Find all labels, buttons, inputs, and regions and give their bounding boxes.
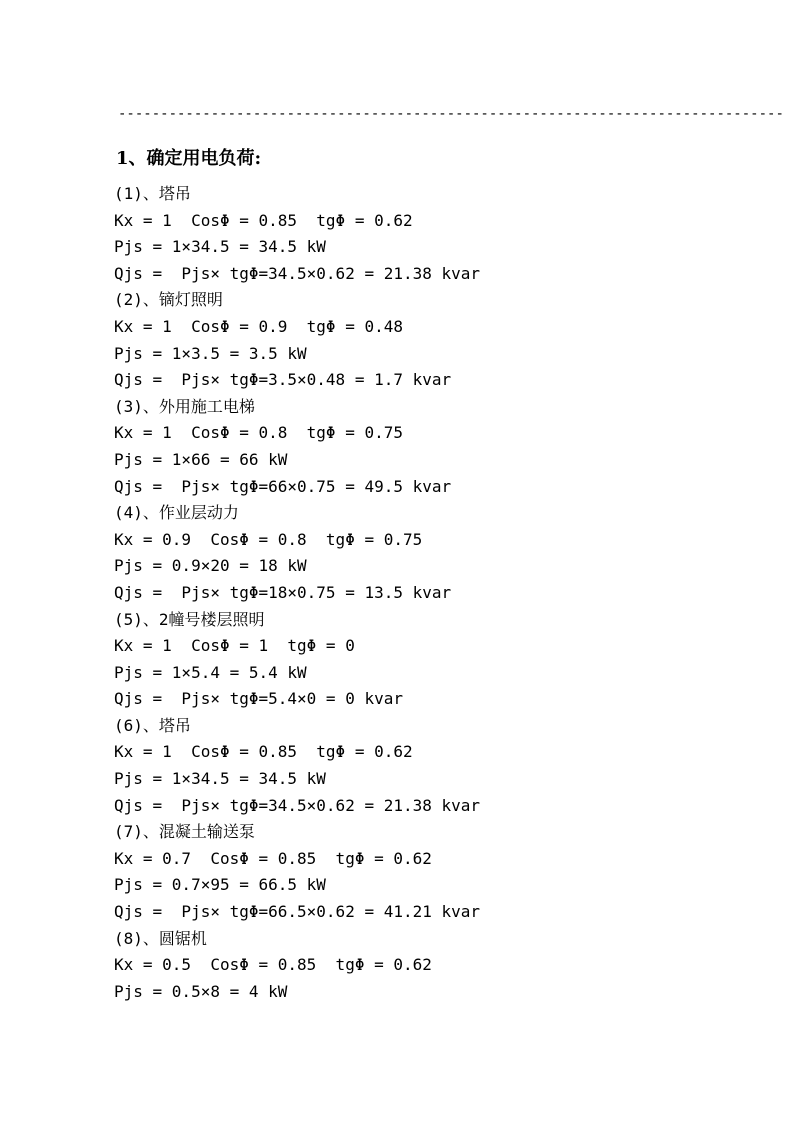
item-7-title: (7)、混凝土输送泵 [114, 822, 255, 842]
item-3-qjs-line: Qjs = Pjs× tgΦ=66×0.75 = 49.5 kvar [114, 476, 452, 496]
item-6-title: (6)、塔吊 [114, 715, 191, 735]
item-8-kx-line: Kx = 0.5 CosΦ = 0.85 tgΦ = 0.62 [114, 955, 432, 975]
item-1-kx-line: Kx = 1 CosΦ = 0.85 tgΦ = 0.62 [114, 210, 413, 230]
item-2-pjs-line: Pjs = 1×3.5 = 3.5 kW [114, 343, 307, 363]
item-7-qjs-line: Qjs = Pjs× tgΦ=66.5×0.62 = 41.21 kvar [114, 902, 481, 922]
item-3-kx-line: Kx = 1 CosΦ = 0.8 tgΦ = 0.75 [114, 423, 403, 443]
item-2-title: (2)、镝灯照明 [114, 290, 223, 310]
item-2-kx-line: Kx = 1 CosΦ = 0.9 tgΦ = 0.48 [114, 316, 403, 336]
item-4-qjs-line: Qjs = Pjs× tgΦ=18×0.75 = 13.5 kvar [114, 582, 452, 602]
section-heading: 1、确定用电负荷: [116, 148, 262, 169]
item-6-qjs-line: Qjs = Pjs× tgΦ=34.5×0.62 = 21.38 kvar [114, 795, 481, 815]
item-1-qjs-line: Qjs = Pjs× tgΦ=34.5×0.62 = 21.38 kvar [114, 263, 481, 283]
calculation-lines [114, 181, 774, 1005]
separator-line: ------------------------------------------------------------------------------- [118, 106, 784, 122]
item-5-title: (5)、2幢号楼层照明 [114, 609, 265, 629]
item-5-qjs-line: Qjs = Pjs× tgΦ=5.4×0 = 0 kvar [114, 689, 403, 709]
item-1-pjs-line: Pjs = 1×34.5 = 34.5 kW [114, 237, 326, 257]
item-1-title: (1)、塔吊 [114, 184, 191, 203]
item-3-pjs-line: Pjs = 1×66 = 66 kW [114, 449, 288, 469]
item-2-qjs-line: Qjs = Pjs× tgΦ=3.5×0.48 = 1.7 kvar [114, 370, 452, 390]
item-4-pjs-line: Pjs = 0.9×20 = 18 kW [114, 556, 307, 576]
item-8-pjs-line: Pjs = 0.5×8 = 4 kW [114, 981, 288, 1001]
item-7-kx-line: Kx = 0.7 CosΦ = 0.85 tgΦ = 0.62 [114, 848, 432, 868]
item-4-title: (4)、作业层动力 [114, 503, 239, 523]
item-5-kx-line: Kx = 1 CosΦ = 1 tgΦ = 0 [114, 636, 355, 656]
item-3-title: (3)、外用施工电梯 [114, 396, 255, 416]
item-5-pjs-line: Pjs = 1×5.4 = 5.4 kW [114, 662, 307, 682]
item-6-pjs-line: Pjs = 1×34.5 = 34.5 kW [114, 769, 326, 789]
item-6-kx-line: Kx = 1 CosΦ = 0.85 tgΦ = 0.62 [114, 742, 413, 762]
item-7-pjs-line: Pjs = 0.7×95 = 66.5 kW [114, 875, 326, 895]
item-8-title: (8)、圆锯机 [114, 928, 207, 948]
item-4-kx-line: Kx = 0.9 CosΦ = 0.8 tgΦ = 0.75 [114, 529, 423, 549]
